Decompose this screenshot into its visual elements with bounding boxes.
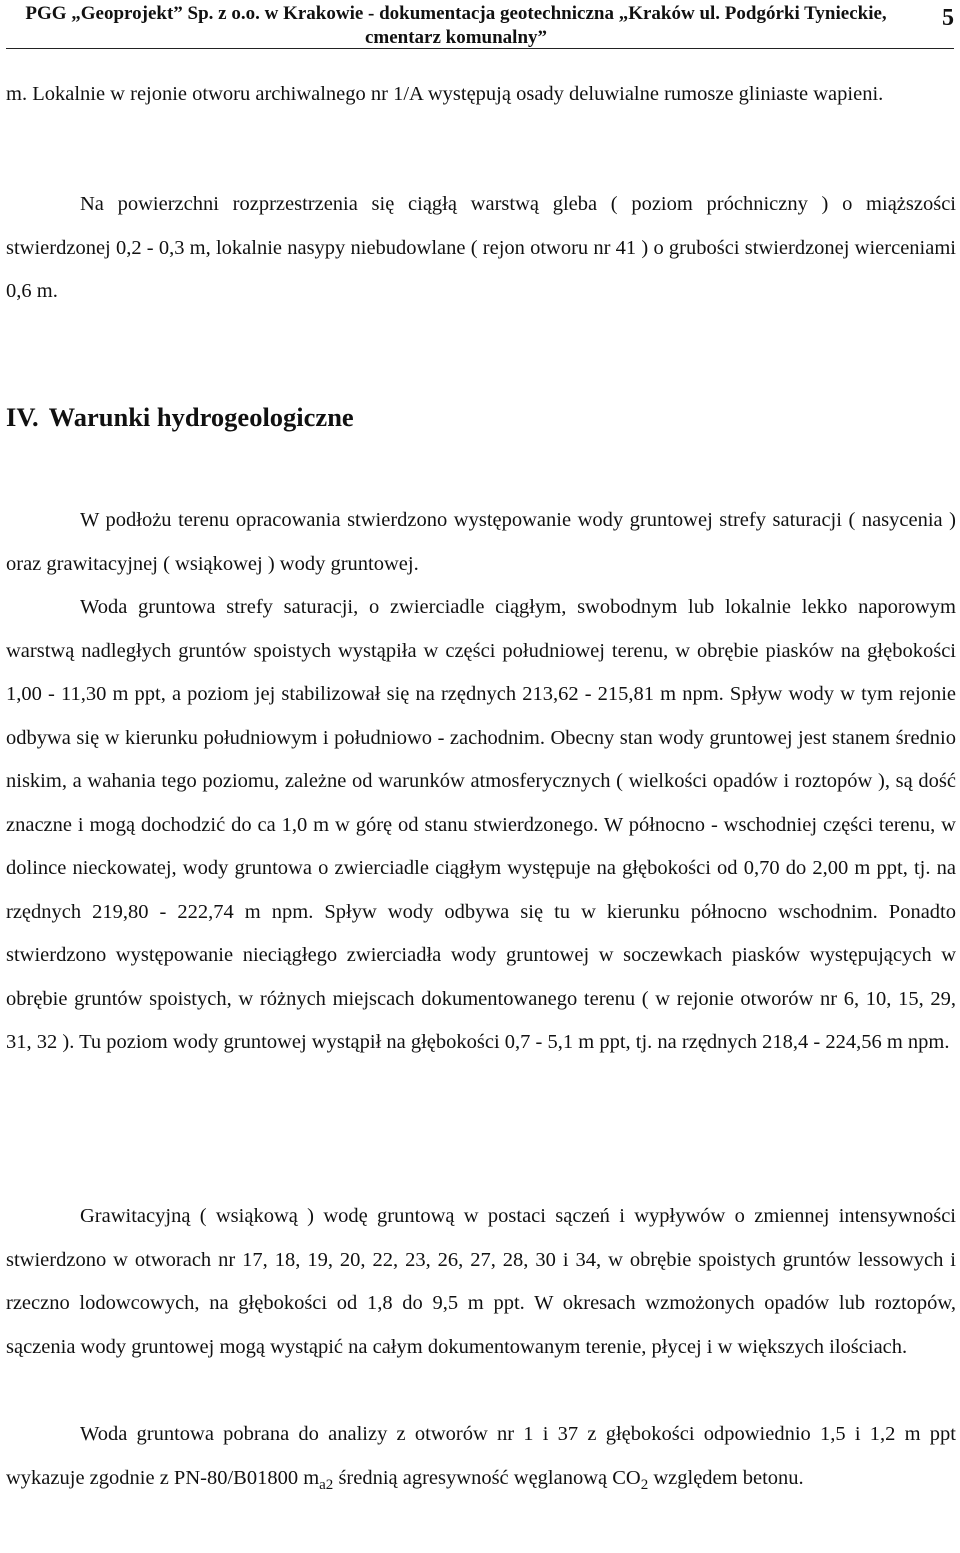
analysis-text-2: średnią agresywność węglanową CO xyxy=(333,1466,641,1489)
analysis-text-3: względem betonu. xyxy=(648,1466,804,1489)
subscript-co2: 2 xyxy=(640,1476,649,1493)
paragraph-water-analysis xyxy=(6,1413,956,1500)
page-number: 5 xyxy=(942,5,954,31)
section-title: Warunki hydrogeologiczne xyxy=(48,402,354,432)
section-number: IV. xyxy=(6,402,39,432)
header-line-1: PGG „Geoprojekt” Sp. z o.o. w Krakowie - dokumentacja geotechniczna „Kraków ul. Podgórki Tynieckie, xyxy=(25,3,887,24)
page-header xyxy=(6,2,954,49)
paragraph-deluvial: m. Lokalnie w rejonie otworu archiwalnego nr 1/A występują osady deluwialne rumosze gliniaste wapieni. xyxy=(6,83,884,105)
header-line-2: cmentarz komunalny” xyxy=(364,27,548,48)
section-heading xyxy=(6,402,354,433)
paragraph-gravitational-water: Grawitacyjną ( wsiąkową ) wodę gruntową w postaci sączeń i wypływów o zmiennej intensywności stwierdzono w otworach nr 17, 18, 19, 20, 22, 23, 26, 27, 28, 30 i 34, w obrębie spoistych gruntów lessowych i rzeczno lodowcowych, na głębokości od 1,8 do 9,5 m ppt. W okresach wzmożonych opadów lub roztopów, sączenia wody gruntowej mogą wystąpić na całym dokumentowanym terenie, płycej i w większych ilościach. xyxy=(6,1205,956,1358)
paragraph-saturation-zone: Woda gruntowa strefy saturacji, o zwierciadle ciągłym, swobodnym lub lokalnie lekko naporowym warstwą nadległych gruntów spoistych wystąpiła w części południowej terenu, w obrębie piasków na głębokości 1,00 - 11,30 m ppt, a poziom jej stabilizował się na rzędnych 213,62 - 215,81 m npm. Spływ wody w tym rejonie odbywa się w kierunku południowym i południowo - zachodnim. Obecny stan wody gruntowej jest stanem średnio niskim, a wahania tego poziomu, zależne od warunków atmosferycznych ( wielkości opadów i roztopów ), są dość znaczne i mogą dochodzić do ca 1,0 m w górę od stanu stwierdzonego. W północno - wschodniej części terenu, w dolince nieckowatej, wody gruntowa o zwierciadle ciągłym występuje na głębokości od 0,70 do 2,00 m ppt, tj. na rzędnych 219,80 - 222,74 m npm. Spływ wody odbywa się tu w kierunku północno wschodnim. Ponadto stwierdzono występowanie nieciągłego zwierciadła wody gruntowej w soczewkach piasków występujących w obrębie gruntów spoistych, w różnych miejscach dokumentowanego terenu ( w rejonie otworów nr 6, 10, 15, 29, 31, 32 ). Tu poziom wody gruntowej wystąpił na głębokości 0,7 - 5,1 m ppt, tj. na rzędnych 218,4 - 224,56 m npm. xyxy=(6,596,956,1053)
paragraph-soil-surface: Na powierzchni rozprzestrzenia się ciągłą warstwą gleba ( poziom próchniczny ) o miąższości stwierdzonej 0,2 - 0,3 m, lokalnie nasypy niebudowlane ( rejon otworu nr 41 ) o grubości stwierdzonej wierceniami 0,6 m. xyxy=(6,193,956,302)
paragraph-groundwater-intro: W podłożu terenu opracowania stwierdzono występowanie wody gruntowej strefy saturacji ( nasycenia ) oraz grawitacyjnej ( wsiąkowej ) wody gruntowej. xyxy=(6,509,956,575)
header-title xyxy=(6,2,906,50)
analysis-text-1: Woda gruntowa pobrana do analizy z otworów nr 1 i 37 z głębokości odpowiednio 1,5 i 1,2 m ppt wykazuje zgodnie z PN-80/B01800 m xyxy=(6,1423,956,1489)
subscript-a2: a2 xyxy=(319,1476,334,1493)
